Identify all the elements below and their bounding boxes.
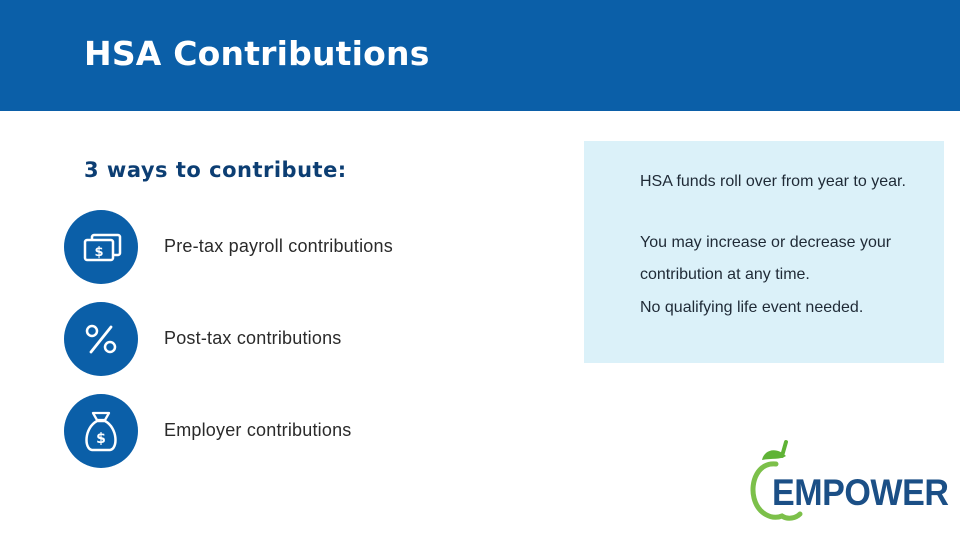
info-change: You may increase or decrease your contribution at any time. — [640, 234, 892, 283]
percent-icon — [64, 302, 138, 376]
logo-text: EMPOWER — [772, 472, 949, 513]
header-bar — [0, 0, 960, 111]
money-bag-icon — [64, 394, 138, 468]
cash-icon — [64, 210, 138, 284]
list-item-employer — [64, 394, 524, 470]
info-rollover: HSA funds roll over from year to year. — [640, 173, 906, 190]
svg-text:$: $ — [94, 245, 104, 260]
list-item-pretax — [64, 210, 524, 286]
svg-text:$: $ — [96, 431, 106, 447]
list-item-posttax — [64, 302, 524, 378]
way-label: Employer contributions — [164, 420, 352, 440]
page-title: HSA Contributions — [84, 34, 430, 73]
ways-heading: 3 ways to contribute: — [84, 158, 347, 182]
way-label: Pre-tax payroll contributions — [164, 236, 393, 256]
info-box — [584, 141, 944, 363]
info-no-event: No qualifying life event needed. — [640, 299, 864, 316]
way-label: Post-tax contributions — [164, 328, 342, 348]
empower-logo — [748, 434, 949, 524]
